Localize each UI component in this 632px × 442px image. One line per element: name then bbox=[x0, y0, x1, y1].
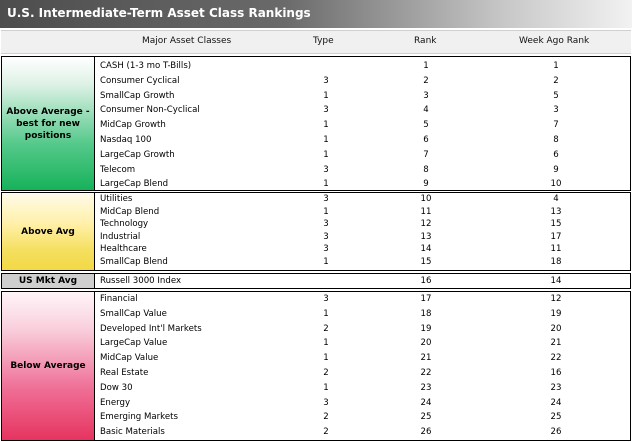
week-ago-rank-cell: 8 bbox=[553, 135, 559, 145]
asset-name-cell: LargeCap Blend bbox=[100, 179, 169, 190]
type-cell: 3 bbox=[323, 164, 329, 175]
asset-name-cell: Developed Int'l Markets bbox=[100, 323, 202, 334]
asset-name-cell: Utilities bbox=[100, 194, 133, 204]
type-cell: 1 bbox=[323, 338, 329, 349]
asset-name-cell: Technology bbox=[100, 219, 149, 230]
table-row bbox=[96, 133, 630, 148]
rank-cell: 17 bbox=[420, 294, 432, 304]
week-ago-rank-cell: 10 bbox=[550, 179, 562, 190]
rank-cell: 26 bbox=[420, 427, 432, 438]
header-type: Type bbox=[313, 36, 334, 46]
table-row bbox=[96, 74, 630, 89]
asset-name-cell: CASH (1-3 mo T-Bills) bbox=[100, 61, 192, 71]
header-asset-classes: Major Asset Classes bbox=[142, 36, 232, 46]
type-cell: 2 bbox=[323, 427, 329, 438]
group-above-avg bbox=[1, 192, 631, 271]
week-ago-rank-cell: 23 bbox=[550, 382, 562, 393]
rank-cell: 19 bbox=[420, 323, 432, 334]
asset-name-cell: Real Estate bbox=[100, 368, 149, 378]
table-row bbox=[96, 396, 630, 411]
type-cell: 3 bbox=[323, 194, 329, 204]
type-cell: 3 bbox=[323, 294, 329, 304]
week-ago-rank-cell: 15 bbox=[550, 219, 562, 230]
week-ago-rank-cell: 5 bbox=[553, 90, 559, 101]
rank-cell: 2 bbox=[423, 75, 429, 86]
group-label: Above Average - best for new positions bbox=[2, 57, 95, 190]
table-row bbox=[96, 103, 630, 118]
rank-cell: 24 bbox=[420, 397, 432, 408]
week-ago-rank-cell: 12 bbox=[550, 294, 562, 304]
type-cell: 3 bbox=[323, 219, 329, 230]
asset-name-cell: SmallCap Blend bbox=[100, 257, 168, 267]
header-rank: Rank bbox=[414, 36, 437, 46]
table-row bbox=[96, 243, 630, 256]
asset-name-cell: MidCap Growth bbox=[100, 120, 166, 131]
asset-name-cell: LargeCap Growth bbox=[100, 149, 175, 160]
table-row bbox=[96, 193, 630, 206]
table-row bbox=[96, 322, 630, 337]
rank-cell: 9 bbox=[423, 179, 429, 190]
asset-name-cell: Basic Materials bbox=[100, 427, 165, 438]
table-row bbox=[96, 351, 630, 366]
week-ago-rank-cell: 13 bbox=[550, 206, 562, 217]
table-row bbox=[96, 336, 630, 351]
rank-cell: 11 bbox=[420, 206, 432, 217]
rank-cell: 5 bbox=[423, 120, 429, 131]
asset-name-cell: Healthcare bbox=[100, 244, 147, 255]
type-cell: 1 bbox=[323, 120, 329, 131]
week-ago-rank-cell: 11 bbox=[550, 244, 562, 255]
type-cell: 3 bbox=[323, 105, 329, 116]
week-ago-rank-cell: 9 bbox=[553, 164, 559, 175]
group-label: Above Avg bbox=[2, 193, 95, 270]
table-row bbox=[96, 118, 630, 133]
rank-cell: 10 bbox=[420, 194, 432, 204]
table-row bbox=[96, 292, 630, 307]
table-row bbox=[96, 366, 630, 381]
table-row bbox=[96, 89, 630, 104]
type-cell: 1 bbox=[323, 382, 329, 393]
rank-cell: 8 bbox=[423, 164, 429, 175]
asset-name-cell: SmallCap Growth bbox=[100, 90, 175, 101]
week-ago-rank-cell: 25 bbox=[550, 412, 562, 423]
rank-cell: 22 bbox=[420, 368, 432, 378]
type-cell: 3 bbox=[323, 231, 329, 242]
type-cell: 1 bbox=[323, 257, 329, 267]
rank-cell: 6 bbox=[423, 135, 429, 145]
asset-name-cell: SmallCap Value bbox=[100, 308, 167, 319]
rank-cell: 4 bbox=[423, 105, 429, 116]
week-ago-rank-cell: 22 bbox=[550, 353, 562, 364]
week-ago-rank-cell: 16 bbox=[550, 368, 562, 378]
type-cell: 2 bbox=[323, 412, 329, 423]
group-us-mkt-avg bbox=[1, 273, 631, 289]
table-row bbox=[96, 410, 630, 425]
rank-cell: 14 bbox=[420, 244, 432, 255]
week-ago-rank-cell: 6 bbox=[553, 149, 559, 160]
type-cell: 1 bbox=[323, 135, 329, 145]
week-ago-rank-cell: 3 bbox=[553, 105, 559, 116]
type-cell: 1 bbox=[323, 179, 329, 190]
type-cell: 1 bbox=[323, 206, 329, 217]
group-label: Below Average bbox=[2, 292, 95, 440]
week-ago-rank-cell: 4 bbox=[553, 194, 559, 204]
table-row bbox=[96, 274, 630, 289]
asset-name-cell: MidCap Blend bbox=[100, 206, 160, 217]
type-cell: 1 bbox=[323, 90, 329, 101]
rank-cell: 15 bbox=[420, 257, 432, 267]
rank-cell: 1 bbox=[423, 61, 429, 71]
week-ago-rank-cell: 26 bbox=[550, 427, 562, 438]
table-row bbox=[96, 425, 630, 440]
asset-name-cell: Russell 3000 Index bbox=[100, 276, 182, 286]
asset-name-cell: Industrial bbox=[100, 231, 141, 242]
week-ago-rank-cell: 19 bbox=[550, 308, 562, 319]
asset-name-cell: Consumer Cyclical bbox=[100, 75, 180, 86]
table-row bbox=[96, 218, 630, 231]
rank-cell: 16 bbox=[420, 276, 432, 286]
week-ago-rank-cell: 1 bbox=[553, 61, 559, 71]
week-ago-rank-cell: 24 bbox=[550, 397, 562, 408]
type-cell: 2 bbox=[323, 323, 329, 334]
asset-name-cell: Energy bbox=[100, 397, 131, 408]
asset-name-cell: LargeCap Value bbox=[100, 338, 168, 349]
asset-name-cell: Consumer Non-Cyclical bbox=[100, 105, 200, 116]
table-row bbox=[96, 307, 630, 322]
type-cell: 3 bbox=[323, 397, 329, 408]
week-ago-rank-cell: 14 bbox=[550, 276, 562, 286]
type-cell: 3 bbox=[323, 75, 329, 86]
table-header bbox=[1, 30, 631, 54]
week-ago-rank-cell: 2 bbox=[553, 75, 559, 86]
week-ago-rank-cell: 17 bbox=[550, 231, 562, 242]
asset-name-cell: Dow 30 bbox=[100, 382, 133, 393]
title-bar bbox=[0, 0, 632, 28]
rank-cell: 25 bbox=[420, 412, 432, 423]
group-below-average bbox=[1, 291, 631, 441]
group-above-average bbox=[1, 56, 631, 191]
table-row bbox=[96, 231, 630, 244]
asset-name-cell: Financial bbox=[100, 294, 138, 304]
type-cell: 1 bbox=[323, 308, 329, 319]
week-ago-rank-cell: 20 bbox=[550, 323, 562, 334]
asset-name-cell: Nasdaq 100 bbox=[100, 135, 152, 145]
header-week-ago-rank: Week Ago Rank bbox=[519, 36, 590, 46]
asset-name-cell: Telecom bbox=[100, 164, 136, 175]
asset-name-cell: MidCap Value bbox=[100, 353, 159, 364]
rank-cell: 18 bbox=[420, 308, 432, 319]
rank-cell: 3 bbox=[423, 90, 429, 101]
type-cell: 1 bbox=[323, 149, 329, 160]
page-title: U.S. Intermediate-Term Asset Class Rankings bbox=[7, 6, 311, 20]
table-row bbox=[96, 256, 630, 269]
week-ago-rank-cell: 21 bbox=[550, 338, 562, 349]
group-label: US Mkt Avg bbox=[2, 274, 95, 288]
rank-cell: 20 bbox=[420, 338, 432, 349]
table-row bbox=[96, 163, 630, 178]
rank-cell: 13 bbox=[420, 231, 432, 242]
type-cell: 3 bbox=[323, 244, 329, 255]
rank-cell: 21 bbox=[420, 353, 432, 364]
rank-cell: 23 bbox=[420, 382, 432, 393]
table-row bbox=[96, 177, 630, 192]
week-ago-rank-cell: 18 bbox=[550, 257, 562, 267]
table-row bbox=[96, 206, 630, 219]
table-row bbox=[96, 148, 630, 163]
week-ago-rank-cell: 7 bbox=[553, 120, 559, 131]
type-cell: 1 bbox=[323, 353, 329, 364]
type-cell: 2 bbox=[323, 368, 329, 378]
asset-name-cell: Emerging Markets bbox=[100, 412, 178, 423]
table-row bbox=[96, 381, 630, 396]
table-row bbox=[96, 59, 630, 74]
rank-cell: 7 bbox=[423, 149, 429, 160]
rank-cell: 12 bbox=[420, 219, 432, 230]
